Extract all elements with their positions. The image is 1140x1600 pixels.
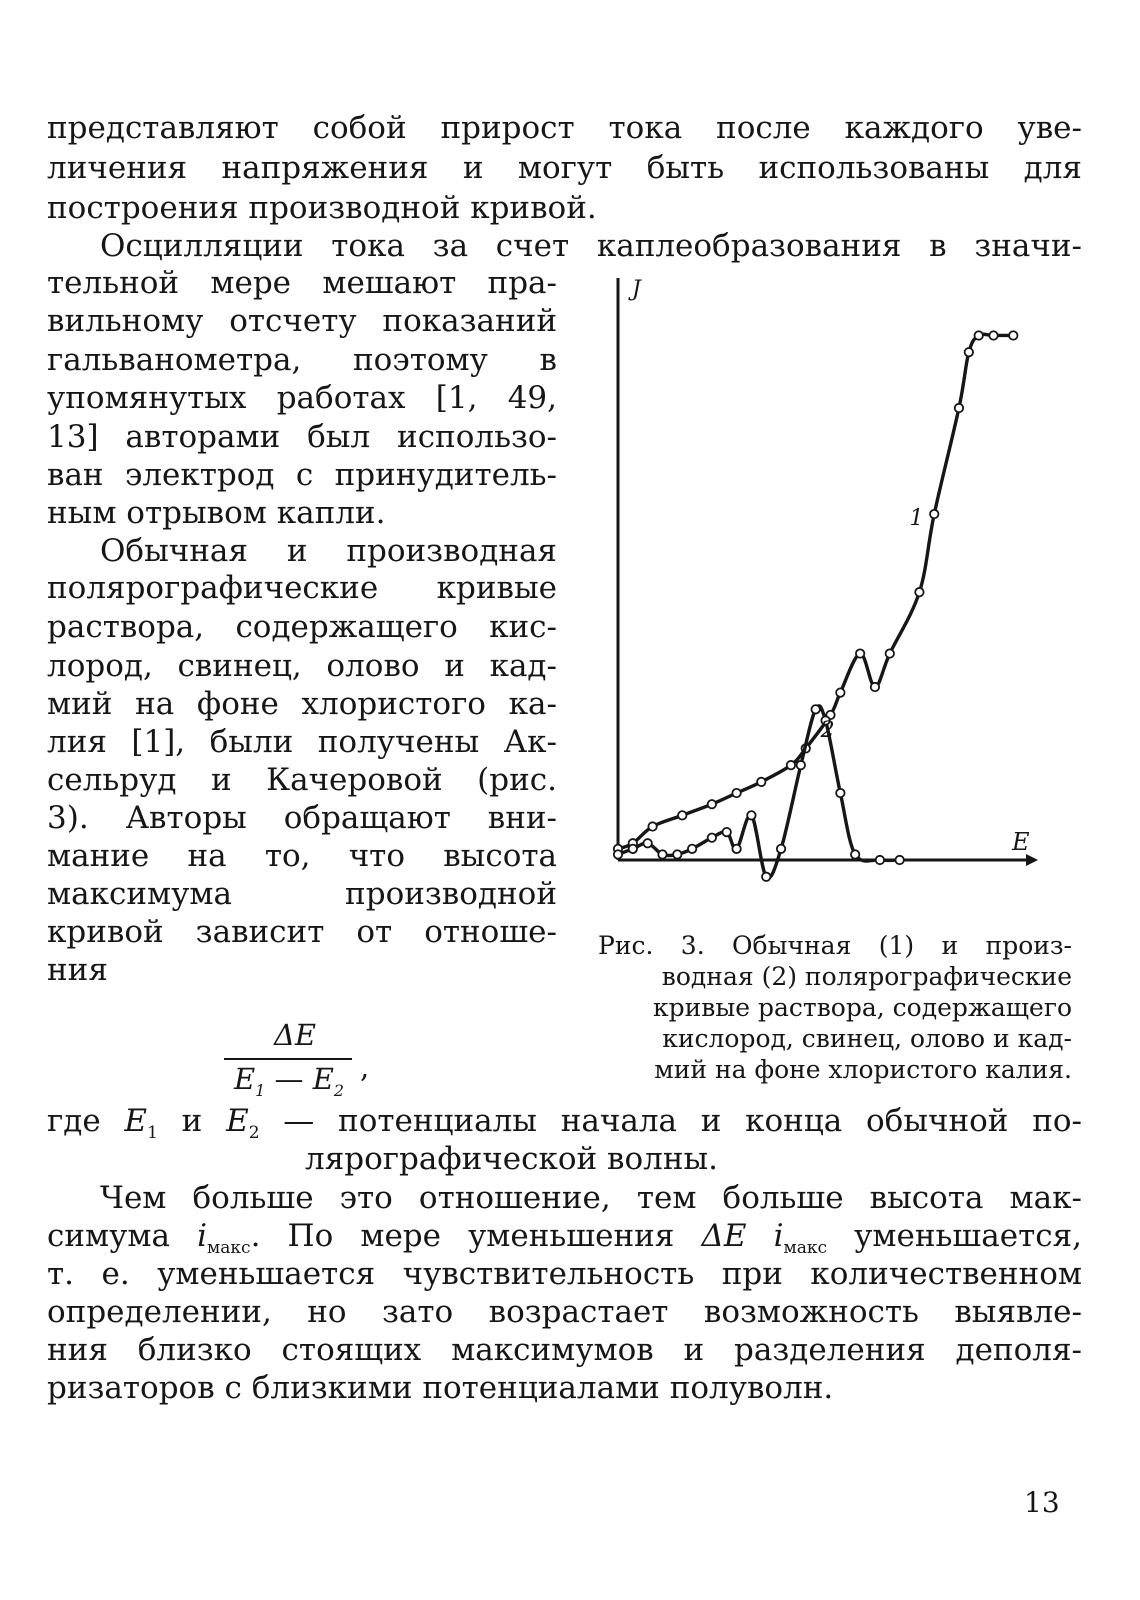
figure-caption-line: мий на фоне хлористого калия.	[654, 1055, 1072, 1084]
text-line: т. е. уменьшается чувствительность при количественном	[47, 1256, 1082, 1292]
fraction-bar	[224, 1058, 352, 1060]
data-point	[732, 789, 740, 797]
data-point	[886, 649, 894, 657]
text-line: лород, свинец, олово и кад-	[47, 648, 557, 684]
data-point	[811, 705, 819, 713]
text-line: тельной мере мешают пра-	[47, 265, 557, 301]
page-number: 13	[1024, 1486, 1060, 1519]
data-point	[658, 850, 666, 858]
text-line: Осцилляции тока за счет каплеобразования в значи-	[100, 228, 1082, 264]
text-line: мий на фоне хлористого ка-	[47, 686, 557, 722]
data-point	[708, 800, 716, 808]
figure-caption-line: кислород, свинец, олово и кад-	[662, 1024, 1072, 1053]
polarogram-figure	[610, 270, 1050, 930]
data-point	[708, 833, 716, 841]
data-point	[856, 649, 864, 657]
chart-axes	[618, 278, 1038, 866]
text-line: определении, но зато возрастает возможность выявле-	[47, 1294, 1082, 1330]
data-point	[678, 811, 686, 819]
text-line: сельруд и Качеровой (рис.	[47, 762, 557, 798]
data-point	[673, 850, 681, 858]
text-line: раствора, содержащего кис-	[47, 609, 557, 645]
series-label-1: 1	[909, 506, 924, 532]
text-line: лия [1], были получены Ак-	[47, 724, 557, 760]
formula-denominator: $E_1$ — $E_2$	[233, 1062, 345, 1100]
text-line: ния близко стоящих максимумов и разделения деполя-	[47, 1332, 1082, 1368]
data-point	[851, 850, 859, 858]
data-point	[895, 856, 903, 864]
data-point	[876, 856, 884, 864]
data-point	[797, 761, 805, 769]
series-line-1	[618, 334, 1013, 849]
y-axis-label: J	[632, 277, 641, 302]
chart-labels	[628, 277, 1030, 856]
data-point	[989, 331, 997, 339]
data-point	[777, 845, 785, 853]
data-point	[787, 761, 795, 769]
data-point	[762, 873, 770, 881]
data-point	[965, 348, 973, 356]
text-line: мание на то, что высота	[47, 838, 557, 874]
text-line: кривой зависит от отноше-	[47, 914, 557, 950]
data-point	[747, 811, 755, 819]
data-point	[723, 828, 731, 836]
text-line: построения производной кривой.	[47, 190, 597, 226]
figure-caption-line: водная (2) полярографические	[661, 962, 1072, 991]
data-point	[836, 688, 844, 696]
text-line: гальванометра, поэтому в	[47, 342, 557, 378]
series-curve-2	[614, 705, 904, 881]
text-line: личения напряжения и могут быть использованы для	[47, 150, 1082, 186]
data-point	[688, 845, 696, 853]
data-point	[871, 683, 879, 691]
formula-comma: ,	[360, 1050, 370, 1084]
text-line: полярографические кривые	[47, 570, 557, 606]
data-point	[955, 404, 963, 412]
series-label-2: 2	[820, 718, 835, 744]
data-point	[732, 845, 740, 853]
data-point	[836, 789, 844, 797]
text-line: 3). Авторы обращают вни-	[47, 800, 557, 836]
data-point	[629, 845, 637, 853]
data-point	[614, 850, 622, 858]
data-point	[648, 822, 656, 830]
text-line: где $E_1$ и $E_2$ — потенциалы начала и конца обычной по-	[47, 1103, 1083, 1144]
data-point	[757, 778, 765, 786]
text-line: упомянутых работах [1, 49,	[47, 380, 557, 416]
text-line: ным отрывом капли.	[47, 495, 386, 531]
text-line: 13] авторами был использо-	[47, 419, 557, 455]
text-line: максимума производной	[47, 876, 557, 912]
text-line: ния	[47, 952, 108, 988]
text-line: вильному отсчету показаний	[47, 303, 557, 339]
data-point	[975, 331, 983, 339]
figure-caption-line: кривые раствора, содержащего	[652, 993, 1072, 1022]
text-line: симума $i_{макс}$. По мере уменьшения ΔE $i_{макс}$ уменьшается,	[47, 1218, 1082, 1259]
fraction-formula	[210, 1018, 380, 1098]
figure-caption-line: Рис. 3. Обычная (1) и произ-	[598, 931, 1072, 960]
formula-numerator: ΔE	[273, 1018, 317, 1052]
text-line: лярографической волны.	[305, 1141, 719, 1177]
data-point	[643, 839, 651, 847]
data-point	[930, 510, 938, 518]
data-point	[1009, 331, 1017, 339]
text-line: Чем больше это отношение, тем больше высота мак-	[100, 1180, 1082, 1216]
text-line: Обычная и производная	[100, 533, 557, 569]
series-curve-1	[614, 331, 1018, 853]
text-line: ван электрод с принудитель-	[47, 457, 557, 493]
x-axis-label: E	[1012, 828, 1030, 856]
text-line: ризаторов с близкими потенциалами полуволн.	[47, 1370, 834, 1406]
data-point	[915, 588, 923, 596]
text-line: представляют собой прирост тока после каждого уве-	[47, 110, 1082, 146]
